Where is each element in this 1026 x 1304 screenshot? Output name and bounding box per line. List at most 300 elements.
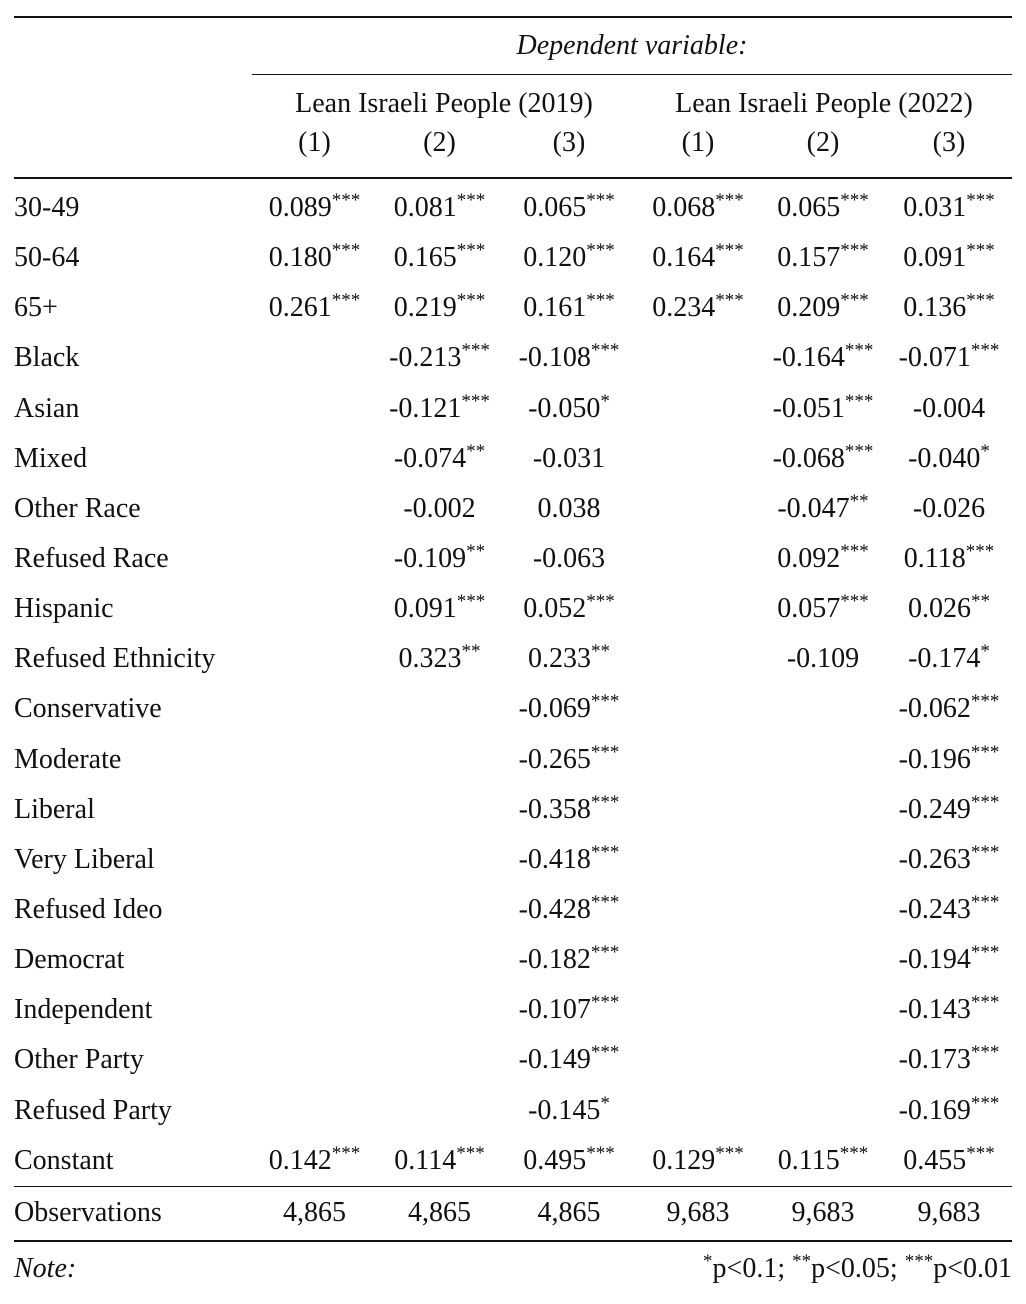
row-label: Refused Ideo — [14, 894, 163, 926]
column-number-row — [14, 129, 1012, 178]
coefficient-cell — [886, 233, 1012, 283]
coefficient-cell — [252, 434, 377, 484]
coefficient-cell — [636, 885, 760, 935]
coefficient-cell — [377, 1136, 502, 1187]
coefficient-value: -0.428 — [518, 894, 591, 926]
coefficient-value: 0.495 — [523, 1144, 587, 1176]
table-row — [14, 484, 1012, 534]
table-row — [14, 785, 1012, 835]
coefficient-cell — [502, 484, 636, 534]
coefficient-cell — [377, 684, 502, 734]
coefficient-cell — [760, 384, 886, 434]
coefficient-value: -0.026 — [912, 492, 986, 524]
coefficient-value: -0.047 — [777, 492, 850, 524]
coefficient-value: -0.249 — [898, 793, 971, 825]
coefficient-cell — [252, 684, 377, 734]
coefficient-value: -0.107 — [518, 994, 591, 1026]
coefficient-value: -0.173 — [898, 1044, 971, 1076]
table-row — [14, 584, 1012, 634]
coefficient-cell — [886, 434, 1012, 484]
coefficient-value: 0.038 — [537, 492, 601, 524]
coefficient-value: 0.118 — [903, 543, 966, 575]
coefficient-cell — [760, 735, 886, 785]
coefficient-cell — [636, 684, 760, 734]
significance-stars: *** — [839, 1142, 869, 1164]
table-row — [14, 384, 1012, 434]
coefficient-cell — [636, 384, 760, 434]
significance-stars: ** — [461, 641, 481, 663]
column-number: (2) — [423, 127, 456, 158]
significance-stars: *** — [840, 591, 869, 613]
significance-stars: *** — [590, 841, 620, 863]
coefficient-value: 0.081 — [393, 192, 457, 224]
coefficient-cell — [252, 1136, 377, 1187]
coefficient-cell — [760, 333, 886, 383]
note-label: Note: — [14, 1252, 77, 1284]
coefficient-cell — [502, 584, 636, 634]
significance-stars: *** — [586, 190, 615, 212]
coefficient-cell — [377, 634, 502, 684]
coefficient-value: 0.068 — [652, 192, 716, 224]
coefficient-cell — [377, 534, 502, 584]
table-body — [14, 178, 1012, 1186]
table-row — [14, 283, 1012, 333]
coefficient-cell — [502, 384, 636, 434]
coefficient-cell — [377, 1035, 502, 1085]
coefficient-cell — [886, 283, 1012, 333]
coefficient-cell — [886, 684, 1012, 734]
coefficient-cell — [636, 333, 760, 383]
coefficient-cell — [252, 384, 377, 434]
coefficient-value: -0.265 — [518, 743, 591, 775]
header-blank-cell — [14, 129, 252, 178]
coefficient-cell — [502, 985, 636, 1035]
observations-value: 9,683 — [886, 1186, 1012, 1241]
coefficient-value: -0.040 — [908, 442, 981, 474]
header-blank-cell — [14, 75, 252, 130]
row-label: Refused Ethnicity — [14, 643, 216, 675]
significance-stars: *** — [586, 240, 615, 262]
table-row — [14, 634, 1012, 684]
coefficient-cell — [886, 178, 1012, 233]
significance-stars: *** — [715, 1142, 744, 1164]
coefficient-value: -0.051 — [772, 392, 845, 424]
coefficient-cell — [502, 1035, 636, 1085]
table-row — [14, 1136, 1012, 1187]
significance-stars: *** — [590, 1042, 620, 1064]
coefficient-cell — [252, 534, 377, 584]
significance-stars: *** — [970, 691, 1000, 713]
table-row — [14, 935, 1012, 985]
table-row — [14, 835, 1012, 885]
significance-stars: *** — [844, 340, 874, 362]
row-label: Hispanic — [14, 593, 114, 625]
coefficient-value: 0.164 — [652, 242, 716, 274]
row-label: Other Race — [14, 492, 141, 524]
coefficient-cell — [377, 1086, 502, 1136]
row-label: Democrat — [14, 944, 125, 976]
coefficient-cell — [886, 333, 1012, 383]
coefficient-cell — [252, 1035, 377, 1085]
coefficient-value: 0.136 — [903, 292, 967, 324]
significance-stars: ** — [591, 641, 610, 663]
significance-stars: *** — [456, 240, 486, 262]
coefficient-value: -0.002 — [403, 492, 476, 524]
coefficient-cell — [502, 434, 636, 484]
dependent-variable-text: Dependent variable: — [516, 30, 748, 61]
coefficient-value: 0.031 — [903, 192, 967, 224]
significance-stars: * — [980, 641, 990, 663]
coefficient-value: -0.196 — [898, 743, 971, 775]
coefficient-cell — [886, 985, 1012, 1035]
observations-label: Observations — [14, 1186, 252, 1241]
coefficient-value: 0.120 — [523, 242, 587, 274]
coefficient-cell — [502, 835, 636, 885]
coefficient-value: -0.169 — [898, 1094, 971, 1126]
coefficient-value: -0.063 — [532, 543, 606, 575]
table-row — [14, 434, 1012, 484]
coefficient-value: -0.062 — [898, 693, 971, 725]
coefficient-cell — [760, 283, 886, 333]
coefficient-cell — [760, 885, 886, 935]
coefficient-cell — [886, 584, 1012, 634]
coefficient-value: -0.243 — [898, 894, 971, 926]
coefficient-cell — [760, 178, 886, 233]
coefficient-value: 0.091 — [903, 242, 967, 274]
table-row — [14, 178, 1012, 233]
coefficient-value: 0.455 — [903, 1144, 967, 1176]
significance-stars: *** — [456, 1142, 485, 1164]
significance-stars: *** — [840, 190, 869, 212]
coefficient-cell — [377, 835, 502, 885]
observations-value: 4,865 — [502, 1186, 636, 1241]
row-label: 65+ — [14, 292, 58, 324]
coefficient-value: 0.323 — [398, 643, 462, 675]
significance-stars: *** — [965, 541, 995, 563]
column-number: (3) — [932, 127, 966, 158]
coefficient-cell — [377, 885, 502, 935]
coefficient-cell — [502, 935, 636, 985]
significance-stars: *** — [970, 992, 1000, 1014]
significance-stars: ** — [466, 440, 486, 462]
coefficient-cell — [636, 735, 760, 785]
coefficient-cell — [886, 534, 1012, 584]
dependent-variable-label — [252, 17, 1012, 75]
coefficient-value: -0.074 — [393, 442, 467, 474]
coefficient-value: 0.057 — [777, 593, 841, 625]
coefficient-value: -0.145 — [528, 1094, 601, 1126]
coefficient-value: 0.157 — [777, 242, 841, 274]
coefficient-cell — [252, 484, 377, 534]
row-label: 50-64 — [14, 242, 80, 274]
significance-stars: *** — [966, 290, 995, 312]
coefficient-cell — [377, 333, 502, 383]
row-label: Asian — [14, 392, 80, 424]
significance-stars: *** — [840, 240, 869, 262]
table-row — [14, 534, 1012, 584]
column-number: (1) — [681, 127, 715, 158]
row-label: Refused Race — [14, 543, 169, 575]
coefficient-cell — [636, 283, 760, 333]
coefficient-cell — [886, 885, 1012, 935]
coefficient-value: 0.209 — [777, 292, 841, 324]
coefficient-value: -0.213 — [389, 342, 462, 374]
coefficient-value: -0.194 — [898, 944, 971, 976]
significance-stars: *** — [590, 942, 620, 964]
coefficient-cell — [636, 584, 760, 634]
coefficient-value: 0.026 — [908, 593, 971, 625]
observations-value: 9,683 — [760, 1186, 886, 1241]
coefficient-cell — [636, 434, 760, 484]
coefficient-cell — [760, 484, 886, 534]
observations-value: 4,865 — [377, 1186, 502, 1241]
significance-stars: * — [600, 390, 610, 412]
coefficient-cell — [886, 735, 1012, 785]
dependent-variable-row — [14, 17, 1012, 75]
significance-stars: *** — [970, 1092, 1000, 1114]
table-row — [14, 735, 1012, 785]
row-label: Moderate — [14, 743, 122, 775]
star-two: ** — [792, 1250, 812, 1272]
coefficient-value: -0.069 — [518, 693, 591, 725]
significance-stars: *** — [590, 892, 620, 914]
coefficient-value: 0.180 — [268, 242, 332, 274]
table-row — [14, 1035, 1012, 1085]
significance-stars: *** — [461, 340, 490, 362]
coefficient-cell — [377, 434, 502, 484]
note-row — [14, 1241, 1012, 1296]
coefficient-cell — [252, 634, 377, 684]
coefficient-value: 0.065 — [777, 192, 841, 224]
significance-stars: *** — [970, 841, 1000, 863]
coefficient-value: -0.164 — [772, 342, 845, 374]
coefficient-cell — [502, 283, 636, 333]
column-number: (3) — [552, 127, 586, 158]
coefficient-cell — [252, 885, 377, 935]
coefficient-cell — [760, 634, 886, 684]
coefficient-value: -0.263 — [898, 843, 971, 875]
coefficient-value: -0.031 — [532, 442, 606, 474]
column-number: (2) — [806, 127, 840, 158]
coefficient-cell — [886, 785, 1012, 835]
table-row — [14, 885, 1012, 935]
coefficient-cell — [252, 178, 377, 233]
coefficient-cell — [377, 283, 502, 333]
coefficient-cell — [760, 584, 886, 634]
observations-value: 4,865 — [252, 1186, 377, 1241]
coefficient-value: 0.115 — [777, 1144, 840, 1176]
coefficient-cell — [636, 178, 760, 233]
threshold-three: p<0.01 — [933, 1252, 1012, 1284]
coefficient-cell — [760, 935, 886, 985]
coefficient-cell — [502, 333, 636, 383]
coefficient-cell — [252, 935, 377, 985]
significance-stars: ** — [849, 490, 869, 512]
significance-stars: *** — [715, 240, 744, 262]
coefficient-cell — [502, 1086, 636, 1136]
table-header — [14, 17, 1012, 178]
coefficient-cell — [886, 634, 1012, 684]
coefficient-cell — [760, 985, 886, 1035]
significance-stars: *** — [844, 440, 874, 462]
coefficient-cell — [636, 985, 760, 1035]
coefficient-cell — [377, 384, 502, 434]
significance-note — [252, 1241, 1012, 1296]
significance-stars: *** — [970, 1042, 1000, 1064]
coefficient-cell — [377, 233, 502, 283]
significance-stars: * — [980, 440, 990, 462]
coefficient-cell — [502, 735, 636, 785]
coefficient-cell — [377, 785, 502, 835]
row-label: Constant — [14, 1144, 114, 1176]
coefficient-cell — [252, 985, 377, 1035]
row-label: Refused Party — [14, 1094, 172, 1126]
coefficient-cell — [636, 634, 760, 684]
significance-stars: *** — [461, 390, 490, 412]
coefficient-value: -0.143 — [898, 994, 971, 1026]
note-label-cell — [14, 1241, 252, 1296]
coefficient-cell — [636, 785, 760, 835]
significance-stars: *** — [840, 541, 869, 563]
coefficient-cell — [636, 484, 760, 534]
threshold-two: p<0.05; — [811, 1252, 905, 1284]
significance-stars: *** — [844, 390, 874, 412]
coefficient-cell — [886, 1086, 1012, 1136]
coefficient-cell — [252, 1086, 377, 1136]
coefficient-cell — [502, 885, 636, 935]
significance-stars: *** — [331, 290, 361, 312]
significance-stars: *** — [586, 591, 615, 613]
coefficient-value: -0.121 — [389, 392, 462, 424]
coefficient-cell — [502, 233, 636, 283]
coefficient-cell — [252, 333, 377, 383]
coefficient-value: -0.004 — [912, 392, 986, 424]
significance-stars: *** — [970, 340, 1000, 362]
coefficient-cell — [886, 484, 1012, 534]
significance-stars: *** — [331, 1142, 361, 1164]
star-three: *** — [904, 1250, 934, 1272]
coefficient-value: 0.065 — [523, 192, 587, 224]
coefficient-value: -0.109 — [393, 543, 467, 575]
significance-stars: ** — [971, 591, 990, 613]
coefficient-cell — [886, 835, 1012, 885]
coefficient-cell — [886, 935, 1012, 985]
coefficient-cell — [636, 935, 760, 985]
coefficient-value: 0.161 — [523, 292, 587, 324]
coefficient-value: 0.114 — [394, 1144, 457, 1176]
column-number: (1) — [298, 127, 331, 158]
coefficient-cell — [760, 1035, 886, 1085]
coefficient-value: -0.418 — [518, 843, 591, 875]
coefficient-value: -0.149 — [518, 1044, 591, 1076]
significance-stars: *** — [456, 190, 486, 212]
significance-stars: *** — [331, 190, 361, 212]
coefficient-value: -0.068 — [772, 442, 845, 474]
coefficient-cell — [886, 1136, 1012, 1187]
coefficient-cell — [377, 735, 502, 785]
significance-stars: *** — [966, 240, 995, 262]
significance-stars: *** — [590, 741, 620, 763]
table-row — [14, 333, 1012, 383]
row-label: Mixed — [14, 442, 88, 474]
coefficient-cell — [377, 584, 502, 634]
coefficient-cell — [760, 1086, 886, 1136]
group-label-2019: Lean Israeli People (2019) — [295, 88, 593, 119]
coefficient-value: 0.091 — [393, 593, 457, 625]
coefficient-cell — [377, 484, 502, 534]
coefficient-cell — [760, 835, 886, 885]
coefficient-cell — [636, 1086, 760, 1136]
coefficient-cell — [760, 233, 886, 283]
coefficient-cell — [502, 1136, 636, 1187]
table-row — [14, 233, 1012, 283]
coefficient-cell — [636, 835, 760, 885]
coefficient-cell — [252, 233, 377, 283]
coefficient-cell — [377, 985, 502, 1035]
coefficient-cell — [636, 233, 760, 283]
significance-stars: *** — [586, 290, 615, 312]
coefficient-value: 0.165 — [393, 242, 457, 274]
significance-stars: *** — [590, 340, 620, 362]
coefficient-cell — [502, 785, 636, 835]
coefficient-cell — [760, 434, 886, 484]
significance-stars: ** — [466, 541, 486, 563]
coefficient-cell — [377, 178, 502, 233]
coefficient-value: 0.219 — [393, 292, 457, 324]
coefficient-value: -0.358 — [518, 793, 591, 825]
coefficient-cell — [760, 1136, 886, 1187]
table-footer — [14, 1186, 1012, 1296]
coefficient-value: -0.108 — [518, 342, 591, 374]
coefficient-value: 0.233 — [528, 643, 591, 675]
coefficient-cell — [502, 534, 636, 584]
coefficient-value: -0.182 — [518, 944, 591, 976]
model-group-row — [14, 75, 1012, 130]
coefficient-cell — [636, 1035, 760, 1085]
significance-stars: *** — [586, 1142, 615, 1164]
group-label-2022: Lean Israeli People (2022) — [675, 88, 973, 119]
significance-stars: *** — [970, 791, 1000, 813]
coefficient-value: -0.050 — [528, 392, 601, 424]
coefficient-value: 0.261 — [268, 292, 332, 324]
significance-stars: *** — [590, 691, 620, 713]
coefficient-cell — [502, 178, 636, 233]
coefficient-cell — [252, 735, 377, 785]
significance-stars: *** — [331, 240, 361, 262]
coefficient-value: 0.092 — [777, 543, 841, 575]
coefficient-value: 0.129 — [652, 1144, 716, 1176]
row-label: Very Liberal — [14, 843, 155, 875]
row-label: Conservative — [14, 693, 162, 725]
threshold-one: p<0.1; — [712, 1252, 793, 1284]
significance-stars: *** — [590, 992, 620, 1014]
coefficient-cell — [502, 684, 636, 734]
significance-stars: *** — [456, 290, 486, 312]
coefficient-cell — [252, 835, 377, 885]
table-row — [14, 684, 1012, 734]
coefficient-value: 0.089 — [268, 192, 332, 224]
coefficient-value: -0.071 — [898, 342, 971, 374]
coefficient-value: 0.052 — [523, 593, 587, 625]
coefficient-cell — [760, 684, 886, 734]
significance-stars: *** — [966, 1142, 995, 1164]
row-label: 30-49 — [14, 178, 252, 233]
coefficient-cell — [252, 283, 377, 333]
significance-stars: *** — [970, 741, 1000, 763]
coefficient-cell — [636, 1136, 760, 1187]
coefficient-value: 0.142 — [268, 1144, 332, 1176]
row-label: Other Party — [14, 1044, 144, 1076]
